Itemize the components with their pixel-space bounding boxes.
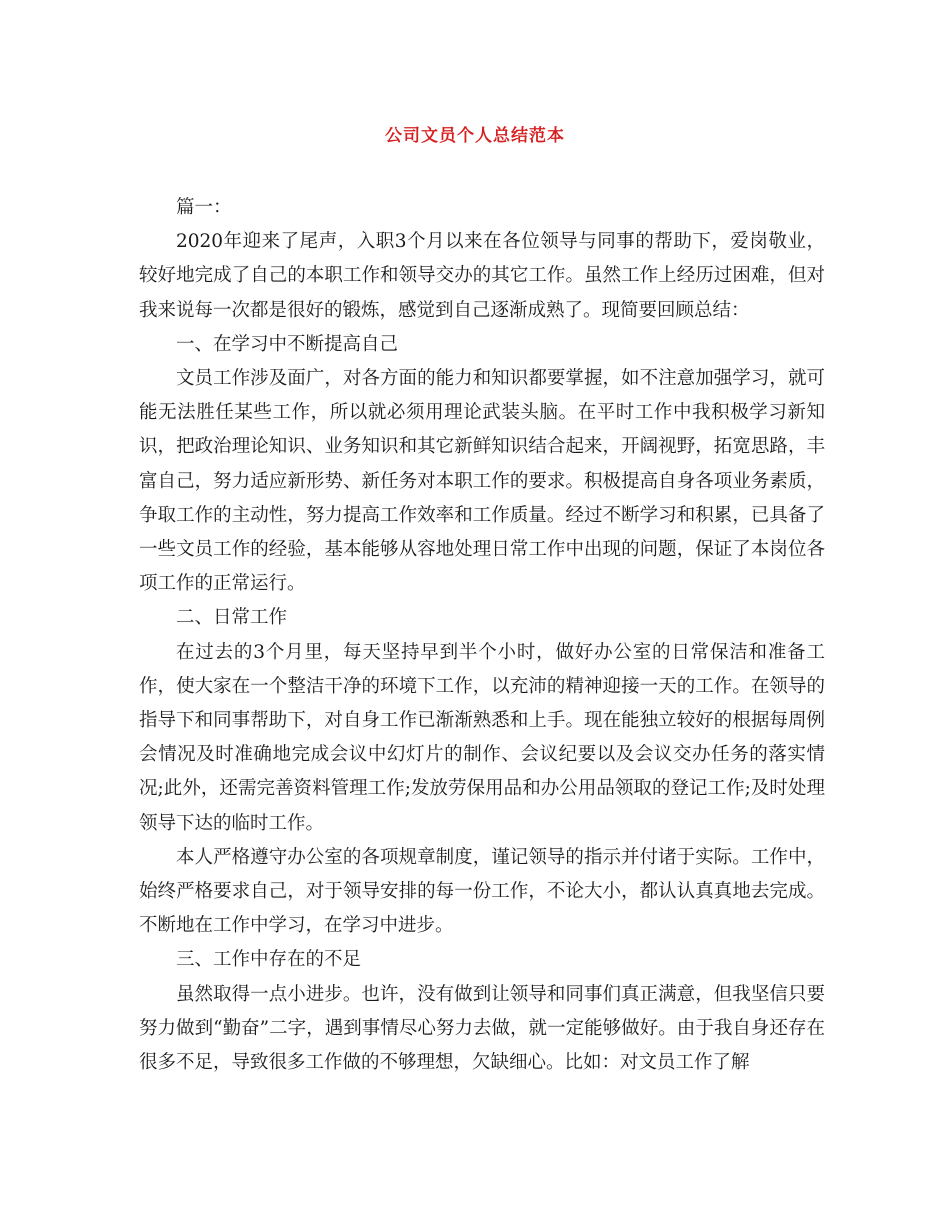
section-label-part-one: 篇一： (176, 197, 232, 218)
section-heading-learning: 一、在学习中不断提高自己 (176, 333, 399, 355)
daily-work-paragraph: 在过去的3个月里，每天坚持早到半个小时，做好办公室的日常保洁和准备工作，使大家在一个整洁干净的环境下工作，以充沛的精神迎接一天的工作。在领导的指导下和同事帮助下，对自身工作已渐渐熟悉和上手。现在能独立较好的根据每周例会情况及时准确地完成会议中幻灯片的制作、会议纪要以及会议交办任务的落实情况;此外，还需完善资料管理工作;发放劳保用品和办公用品领取的登记工作;及时处理领导下达的临时工作。 (139, 641, 825, 834)
intro-paragraph: 2020年迎来了尾声，入职3个月以来在各位领导与同事的帮助下，爱岗敬业，较好地完成了自己的本职工作和领导交办的其它工作。虽然工作上经历过困难，但对我来说每一次都是很好的锻炼，感觉到自己逐渐成熟了。现简要回顾总结： (139, 231, 825, 321)
rules-paragraph: 本人严格遵守办公室的各项规章制度，谨记领导的指示并付诸于实际。工作中，始终严格要求自己，对于领导安排的每一份工作，不论大小，都认认真真地去完成。不断地在工作中学习，在学习中进步。 (139, 846, 825, 937)
section-heading-shortcomings: 三、工作中存在的不足 (176, 949, 362, 971)
document-title: 公司文员个人总结范本 (385, 126, 565, 146)
document-body (139, 191, 825, 1080)
learning-paragraph: 文员工作涉及面广，对各方面的能力和知识都要掌握，如不注意加强学习，就可能无法胜任某些工作，所以就必须用理论武装头脑。在平时工作中我积极学习新知识，把政治理论知识、业务知识和其它新鲜知识结合起来，开阔视野，拓宽思路，丰富自己，努力适应新形势、新任务对本职工作的要求。积极提高自身各项业务素质，争取工作的主动性，努力提高工作效率和工作质量。经过不断学习和积累，已具备了一些文员工作的经验，基本能够从容地处理日常工作中出现的问题，保证了本岗位各项工作的正常运行。 (139, 368, 825, 595)
section-heading-daily-work: 二、日常工作 (176, 607, 288, 629)
shortcomings-paragraph: 虽然取得一点小进步。也许，没有做到让领导和同事们真正满意，但我坚信只要努力做到“勤奋”二字，遇到事情尽心努力去做，就一定能够做好。由于我自身还存在很多不足，导致很多工作做的不够理想，欠缺细心。比如：对文员工作了解 (139, 983, 825, 1074)
